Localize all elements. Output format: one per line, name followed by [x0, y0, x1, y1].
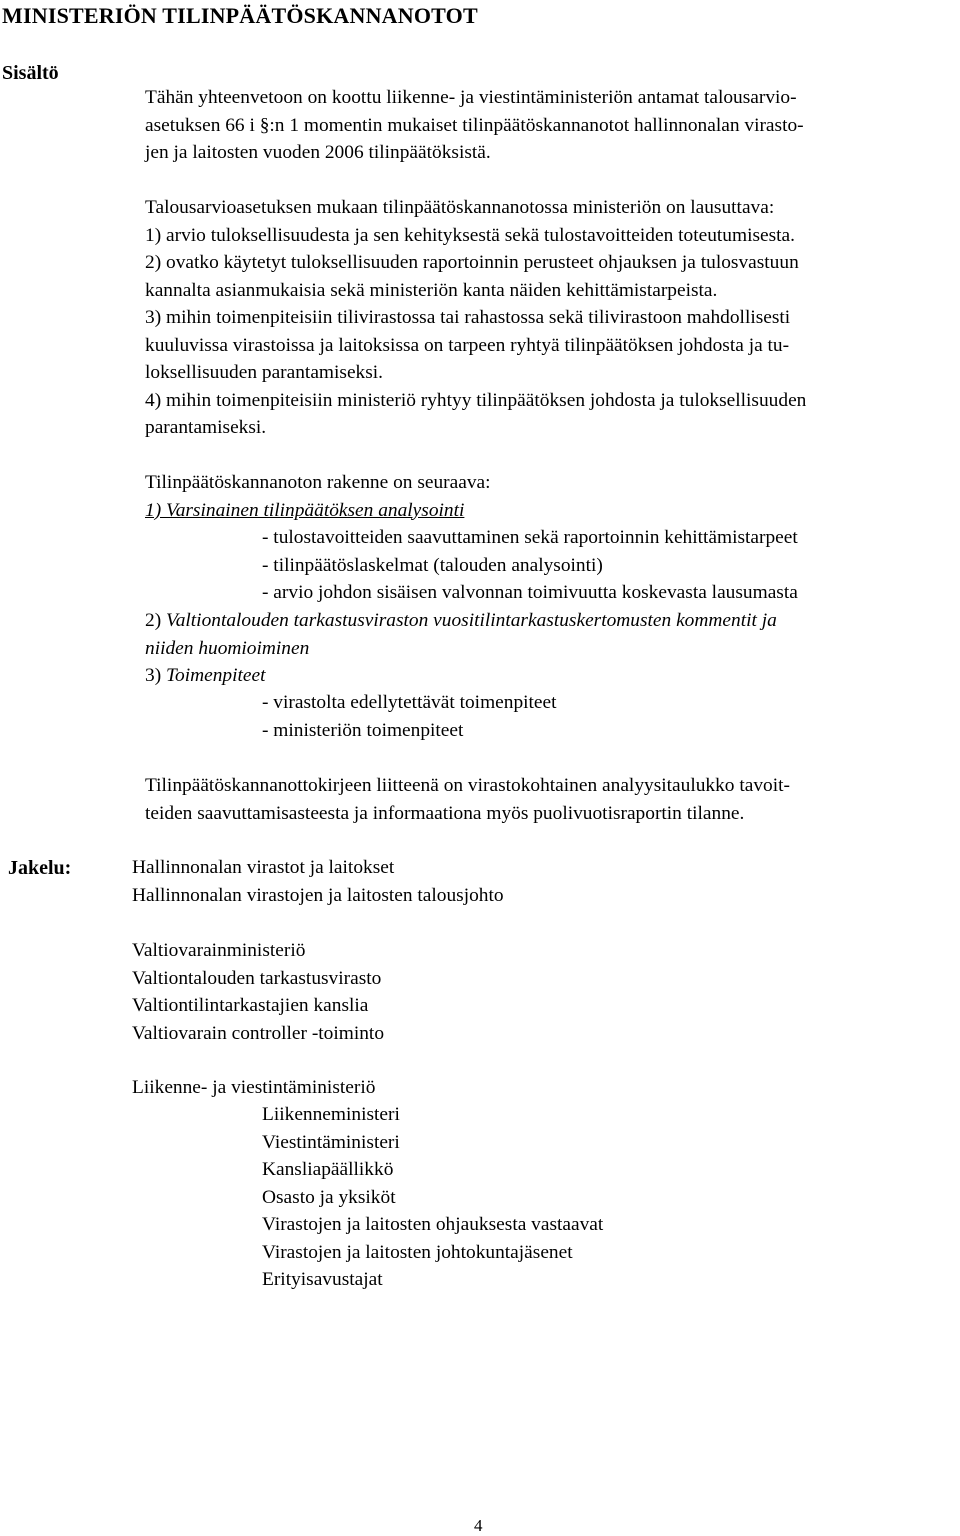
structure-item-2	[145, 607, 777, 690]
requirements-paragraph	[145, 194, 806, 442]
requirements-line: 2) ovatko käytetyt tuloksellisuuden raportoinnin perusteet ohjauksen ja tulosvastuun	[145, 252, 799, 273]
requirements-line: 4) mihin toimenpiteisiin ministeriö ryhtyy tilinpäätöksen johdosta ja tuloksellisuuden	[145, 389, 807, 411]
structure-item-3-text: Toimenpiteet	[166, 665, 266, 686]
structure-item-2-line-1	[145, 607, 777, 635]
distribution-item: Viestintäministeri	[262, 1131, 400, 1153]
structure-section	[145, 469, 491, 524]
sisalto-label: Sisältö	[2, 62, 59, 84]
structure-intro: Tilinpäätöskannanoton rakenne on seuraava:	[145, 472, 491, 493]
attachment-line: Tilinpäätöskannanottokirjeen liitteenä on virastokohtainen analyysitaulukko tavoit-	[145, 775, 790, 796]
intro-paragraph	[145, 84, 804, 167]
requirements-line: Talousarvioasetuksen mukaan tilinpäätöskannanotossa ministeriön on lausuttava:	[145, 197, 775, 218]
distribution-group-1	[132, 854, 504, 909]
distribution-item: Kansliapäällikkö	[262, 1159, 394, 1180]
distribution-item: Liikenneministeri	[262, 1104, 400, 1125]
structure-item-3-subitems	[262, 689, 557, 744]
distribution-item: Osasto ja yksiköt	[262, 1186, 396, 1208]
structure-item-3-number: 3)	[145, 665, 167, 686]
structure-item-2-text: Valtiontalouden tarkastusviraston vuositilintarkastuskertomusten kommentit ja	[166, 610, 777, 631]
distribution-group-2	[132, 937, 384, 1047]
requirements-line: kannalta asianmukaisia sekä ministeriön kanta näiden kehittämistarpeista.	[145, 279, 718, 301]
intro-line: asetuksen 66 i §:n 1 momentin mukaiset tilinpäätöskannanotot hallinnonalan virasto-	[145, 114, 804, 136]
structure-subitem: - arvio johdon sisäisen valvonnan toimivuutta koskevasta lausumasta	[262, 582, 798, 603]
structure-subitem: - virastolta edellytettävät toimenpiteet	[262, 692, 557, 713]
structure-subitem: - tilinpäätöslaskelmat (talouden analysointi)	[262, 554, 603, 576]
requirements-line: loksellisuuden parantamiseksi.	[145, 362, 384, 383]
structure-item-3	[145, 662, 777, 690]
structure-item-1: 1) Varsinainen tilinpäätöksen analysointi	[145, 499, 465, 521]
attachment-line: teiden saavuttamisasteesta ja informaationa myös puolivuotisraportin tilanne.	[145, 802, 745, 824]
structure-subitem: - tulostavoitteiden saavuttaminen sekä raportoinnin kehittämistarpeet	[262, 527, 798, 548]
attachment-paragraph	[145, 772, 790, 827]
distribution-item: Valtiontalouden tarkastusvirasto	[132, 967, 382, 989]
requirements-line: 1) arvio tuloksellisuudesta ja sen kehityksestä sekä tulostavoitteiden toteutumisesta.	[145, 224, 795, 246]
jakelu-label: Jakelu:	[8, 857, 72, 879]
distribution-item: Erityisavustajat	[262, 1269, 383, 1290]
distribution-item: Virastojen ja laitosten johtokuntajäsenet	[262, 1241, 573, 1263]
structure-item-1-subitems	[262, 524, 798, 607]
distribution-item: Hallinnonalan virastojen ja laitosten talousjohto	[132, 884, 504, 906]
distribution-item: Valtiovarain controller -toiminto	[132, 1022, 385, 1044]
distribution-group-3-head	[132, 1074, 375, 1102]
structure-subitem: - ministeriön toimenpiteet	[262, 719, 464, 741]
page-title: MINISTERIÖN TILINPÄÄTÖSKANNANOTOT	[2, 3, 478, 28]
distribution-item: Virastojen ja laitosten ohjauksesta vastaavat	[262, 1214, 604, 1235]
distribution-ministry: Liikenne- ja viestintäministeriö	[132, 1077, 376, 1098]
requirements-line: kuuluvissa virastoissa ja laitoksissa on tarpeen ryhtyä tilinpäätöksen johdosta ja tu-	[145, 334, 790, 356]
distribution-group-3	[262, 1101, 603, 1294]
structure-item-2-number: 2)	[145, 610, 167, 631]
distribution-item: Hallinnonalan virastot ja laitokset	[132, 857, 395, 878]
intro-line: jen ja laitosten vuoden 2006 tilinpäätöksistä.	[145, 142, 491, 163]
page-number: 4	[474, 1516, 483, 1535]
distribution-item: Valtiovarainministeriö	[132, 940, 306, 961]
distribution-item: Valtiontilintarkastajien kanslia	[132, 995, 369, 1016]
requirements-line: parantamiseksi.	[145, 417, 267, 438]
intro-line: Tähän yhteenvetoon on koottu liikenne- ja viestintäministeriön antamat talousarvio-	[145, 87, 797, 108]
requirements-line: 3) mihin toimenpiteisiin tilivirastossa tai rahastossa sekä tilivirastoon mahdollisesti	[145, 307, 791, 328]
structure-item-2-line-2: niiden huomioiminen	[145, 637, 310, 659]
